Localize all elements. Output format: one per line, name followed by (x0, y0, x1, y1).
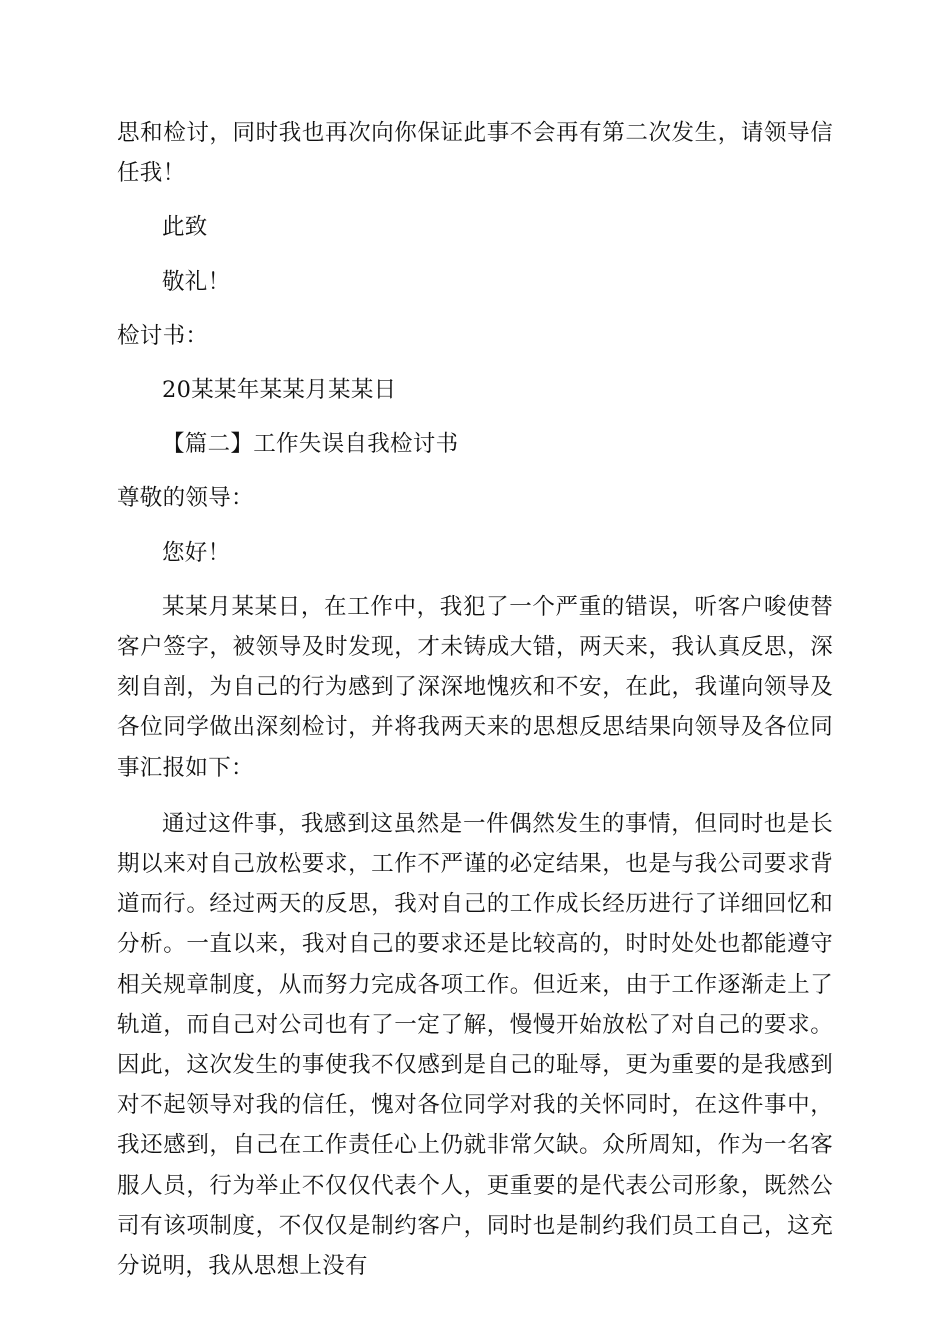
section-heading: 【篇二】工作失误自我检讨书 (162, 431, 459, 458)
paragraph-closing-assurance: 思和检讨，同时我也再次向你保证此事不会再有第二次发生，请领导信任我！ (117, 120, 833, 187)
paragraph-greeting-recipient: 尊敬的领导： (117, 485, 254, 512)
paragraph-reflection: 通过这件事，我感到这虽然是一件偶然发生的事情，但同时也是长期以来对自己放松要求，工作不严谨的必定结果，也是与我公司要求背道而行。经过两天的反思，我对自己的工作成长经历进行了详细回忆和分析。一直以来，我对自己的要求还是比较高的，时时处处也都能遵守相关规章制度，从而努力完成各项工作。但近来，由于工作逐渐走上了轨道，而自己对公司也有了一定了解，慢慢开始放松了对自己的要求。因此，这次发生的事使我不仅感到是自己的耻辱，更为重要的是我感到对不起领导对我的信任，愧对各位同学对我的关怀同时，在这件事中，我还感到，自己在工作责任心上仍就非常欠缺。众所周知，作为一名客服人员，行为举止不仅仅代表个人，更重要的是代表公司形象，既然公司有该项制度，不仅仅是制约客户，同时也是制约我们员工自己，这充分说明，我从思想上没有 (117, 810, 833, 1280)
paragraph-greeting-hello: 您好！ (162, 539, 231, 566)
paragraph-salutation-jingli: 敬礼！ (162, 268, 231, 295)
paragraph-signature-label: 检讨书： (117, 322, 209, 349)
paragraph-date: 20某某年某某月某某日 (162, 377, 397, 404)
paragraph-salutation-cizhi: 此致 (162, 214, 208, 241)
document-body (117, 113, 833, 1286)
paragraph-incident: 某某月某某日，在工作中，我犯了一个严重的错误，听客户唆使替客户签字，被领导及时发现，才未铸成大错，两天来，我认真反思，深刻自剖，为自己的行为感到了深深地愧疚和不安，在此，我谨向领导及各位同学做出深刻检讨，并将我两天来的思想反思结果向领导及各位同事汇报如下： (117, 593, 833, 781)
